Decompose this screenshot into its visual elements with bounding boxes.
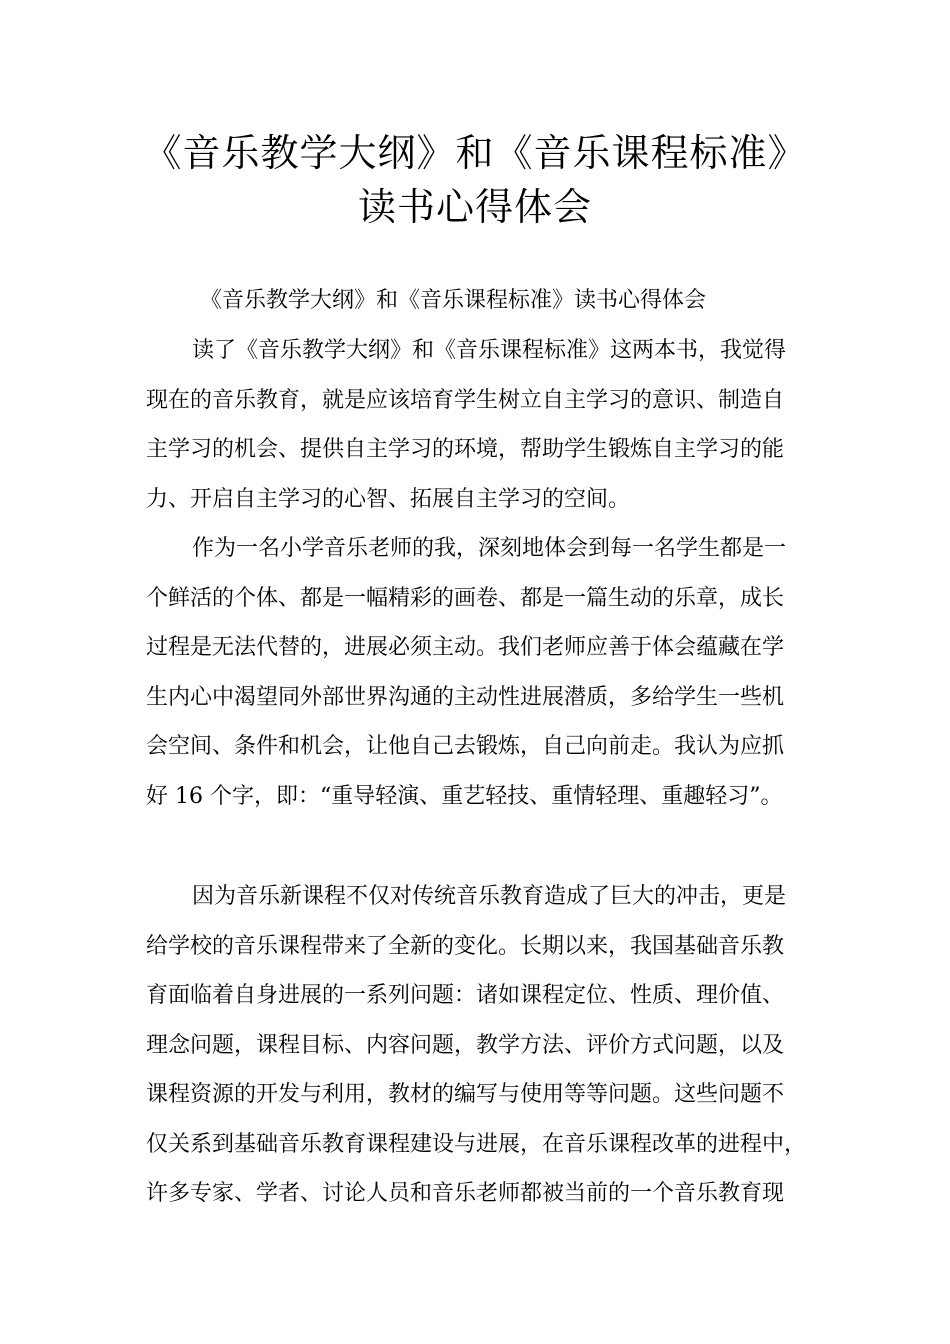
paragraph-line: 好 16 个字，即：“重导轻演、重艺轻技、重情轻理、重趣轻习”。 [146,783,783,809]
paragraph-3 [146,872,826,1219]
paragraph-line: 许多专家、学者、讨论人员和音乐老师都被当前的一个音乐教育现 [146,1181,785,1206]
paragraph-line: 过程是无法代替的，进展必须主动。我们老师应善于体会蕴藏在学 [146,635,785,660]
paragraph-line: 因为音乐新课程不仅对传统音乐教育造成了巨大的冲击，更是 [192,884,787,909]
paragraph-line: 生内心中渴望同外部世界沟通的主动性进展潜质，多给学生一些机 [146,684,785,710]
paragraph-line: 课程资源的开发与利用，教材的编写与使用等等问题。这些问题不 [146,1082,785,1107]
paragraph-line: 作为一名小学音乐老师的我，深刻地体会到每一名学生都是一 [192,536,787,561]
paragraph-2 [146,524,826,821]
paragraph-line: 会空间、条件和机会，让他自己去锻炼，自己向前走。我认为应抓 [146,734,785,759]
paragraph-line: 仅关系到基础音乐教育课程建设与进展，在音乐课程改革的进程中， [146,1131,807,1157]
document-subtitle: 《音乐教学大纲》和《音乐课程标准》读书心得体会 [200,288,707,313]
document-title-line-1: 《音乐教学大纲》和《音乐课程标准》 [143,131,807,175]
paragraph-line: 育面临着自身进展的一系列问题：诸如课程定位、性质、理价值、 [146,983,785,1008]
paragraph-1 [146,326,826,524]
paragraph-line: 个鲜活的个体、都是一幅精彩的画卷、都是一篇生动的乐章，成长 [146,585,785,611]
paragraph-line: 现在的音乐教育，就是应该培育学生树立自主学习的意识、制造自 [146,387,785,413]
paragraph-line: 力、开启自主学习的心智、拓展自主学习的空间。 [146,486,631,512]
paragraph-line: 理念问题，课程目标、内容问题，教学方法、评价方式问题，以及 [146,1032,785,1058]
paragraph-line: 主学习的机会、提供自主学习的环境，帮助学生锻炼自主学习的能 [146,437,785,462]
paragraph-line: 给学校的音乐课程带来了全新的变化。长期以来，我国基础音乐教 [146,933,785,959]
document-title-line-2: 读书心得体会 [357,185,592,229]
paragraph-line: 读了《音乐教学大纲》和《音乐课程标准》这两本书，我觉得 [192,338,787,363]
